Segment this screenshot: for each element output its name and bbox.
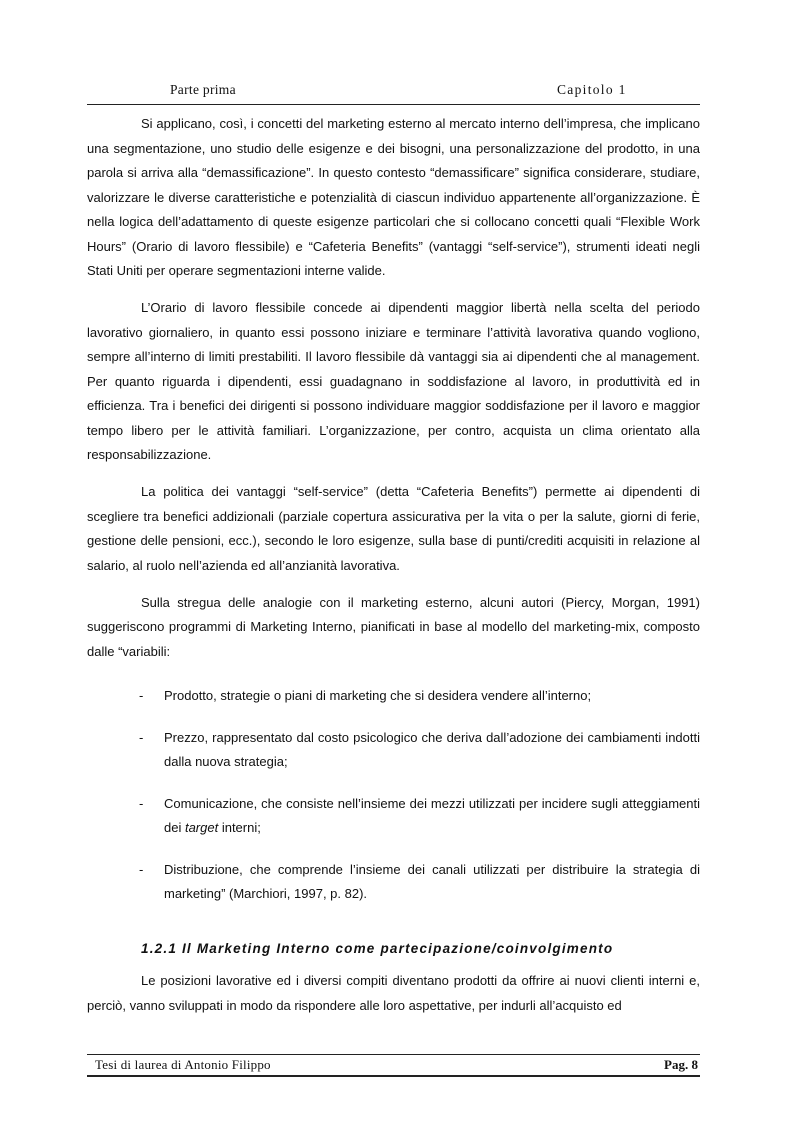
page-body (87, 112, 700, 1018)
list-item-prodotto (87, 684, 700, 709)
paragraph-demassificazione: Si applicano, così, i concetti del marketing esterno al mercato interno dell’impresa, che implicano una segmentazione, uno studio delle esigenze e dei bisogni, una personalizzazione del prodotto, in una parola si arriva alla “demassificazione”. In questo contesto “demassificare” significa considerare, studiare, valorizzare le diverse caratteristiche e potenzialità di ciascun individuo appartenente all’organizzazione. È nella logica dell’adattamento di queste esigenze particolari che si collocano concetti quali “Flexible Work Hours” (Orario di lavoro flessibile) e “Cafeteria Benefits” (vantaggi “self-service”), strumenti ideati negli Stati Uniti per operare segmentazioni interne valide. (87, 116, 700, 278)
footer-thesis-author: Tesi di laurea di Antonio Filippo (95, 1057, 271, 1072)
header-chapter-label: Capitolo 1 (557, 82, 627, 97)
list-item-text: Distribuzione, che comprende l’insieme dei canali utilizzati per distribuire la strategia di marketing” (Marchiori, 1997, p. 82). (164, 861, 700, 901)
header-part-label: Parte prima (170, 82, 236, 97)
paragraph-orario-flessibile: L’Orario di lavoro flessibile concede ai dipendenti maggior libertà nella scelta del periodo lavorativo giornaliero, in quanto essi possono iniziare e terminare l’attività lavorativa quando vogliono, sempre all’interno di limiti prestabiliti. Il lavoro flessibile dà vantaggi sia ai dipendenti che al management. Per quanto riguarda i dipendenti, essi guadagnano in soddisfazione al lavoro, in produttività ed in efficienza. Tra i benefici dei dirigenti si possono individuare maggior soddisfazione per il lavoro e maggior tempo libero per le attività familiari. L’organizzazione, per contro, acquista un clima orientato alla responsabilizzazione. (87, 300, 700, 462)
list-item-distribuzione (87, 858, 700, 907)
paragraph-cafeteria-benefits: La politica dei vantaggi “self-service” (detta “Cafeteria Benefits”) permette ai dipendenti di scegliere tra benefici addizionali (parziale copertura assicurativa per la vita o per la salute, giorni di ferie, gestione delle pensioni, ecc.), secondo le loro esigenze, sulla base di punti/crediti acquisiti in relazione al salario, al ruolo nell’azienda ed all’anzianità lavorativa. (87, 484, 700, 573)
page-header (87, 78, 700, 105)
paragraph-marketing-mix: Sulla stregua delle analogie con il marketing esterno, alcuni autori (Piercy, Morgan, 1991) suggeriscono programmi di Marketing Interno, pianificati in base al modello del marketing-mix, composto dalle “variabili: (87, 594, 700, 659)
marketing-mix-list (87, 684, 700, 907)
list-bullet: - (139, 861, 144, 877)
section-heading: 1.2.1 Il Marketing Interno come partecipazione/coinvolgimento (141, 940, 614, 956)
list-item-text: Comunicazione, che consiste nell’insieme dei mezzi utilizzati per incidere sugli atteggiamenti dei (164, 795, 700, 835)
page-number: Pag. 8 (664, 1057, 698, 1072)
list-item-prezzo (87, 726, 700, 775)
list-bullet: - (139, 688, 144, 703)
list-item-text-tail: interni; (218, 820, 261, 835)
list-bullet: - (139, 729, 144, 745)
list-item-text: Prodotto, strategie o piani di marketing che si desidera vendere all’interno; (164, 688, 592, 703)
page-footer (87, 1054, 700, 1077)
list-item-text: Prezzo, rappresentato dal costo psicologico che deriva dall’adozione dei cambiamenti indotti dalla nuova strategia; (164, 729, 700, 769)
list-item-comunicazione (87, 792, 700, 841)
list-bullet: - (139, 795, 144, 811)
paragraph-posizioni-lavorative: Le posizioni lavorative ed i diversi compiti diventano prodotti da offrire ai nuovi clienti interni e, perciò, vanno sviluppati in modo da rispondere alle loro aspettative, per indurli all’acquisto ed (87, 973, 700, 1013)
list-item-emphasis: target (184, 820, 219, 835)
